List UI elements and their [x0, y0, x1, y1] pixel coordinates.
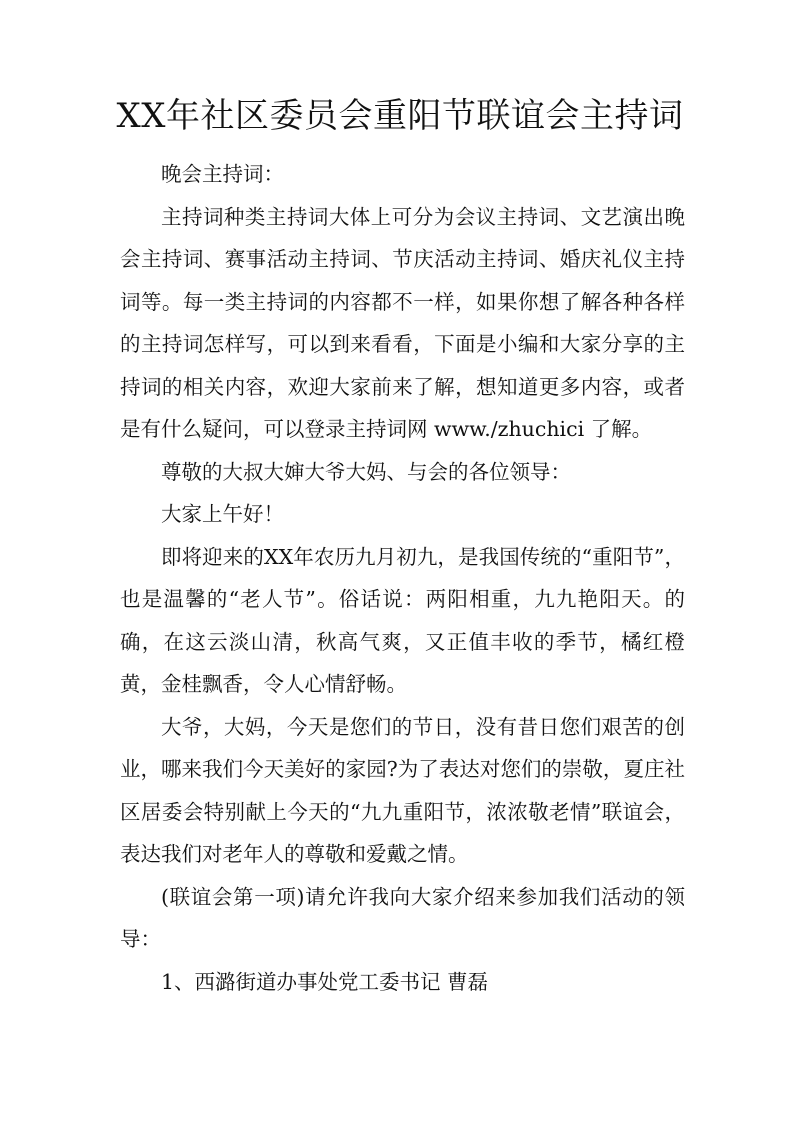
document-title: XX年社区委员会重阳节联谊会主持词	[116, 96, 684, 136]
paragraph-intro: 主持词种类主持词大体上可分为会议主持词、文艺演出晚会主持词、赛事活动主持词、节庆活动主持词、婚庆礼仪主持词等。每一类主持词的内容都不一样，如果你想了解各种各样的主持词怎样写，可以到来看看，下面是小编和大家分享的主持词的相关内容，欢迎大家前来了解，想知道更多内容，或者是有什么疑问，可以登录主持词网 www./zhuchici 了解。	[120, 204, 685, 441]
paragraph-festival: 即将迎来的XX年农历九月初九，是我国传统的“重阳节”，也是温馨的“老人节”。俗话说：两阳相重，九九艳阳天。的确，在这云淡山清，秋高气爽，又正值丰收的季节，橘红橙黄，金桂飘香，令人心情舒畅。	[120, 544, 685, 696]
paragraph-host-heading: 晚会主持词：	[161, 162, 284, 186]
paragraph-salutation: 尊敬的大叔大婶大爷大妈、与会的各位领导：	[161, 459, 571, 484]
paragraph-first-item: (联谊会第一项)请允许我向大家介绍来参加我们活动的领导：	[120, 884, 685, 951]
document-body	[120, 153, 685, 1003]
paragraph-tribute: 大爷，大妈，今天是您们的节日，没有昔日您们艰苦的创业，哪来我们今天美好的家园?为了表达对您们的崇敬，夏庄社区居委会特别献上今天的“九九重阳节，浓浓敬老情”联谊会，表达我们对老年人的尊敬和爱戴之情。	[120, 714, 685, 866]
paragraph-leader-1: 1、西潞街道办事处党工委书记 曹磊	[161, 969, 489, 994]
paragraph-greeting: 大家上午好！	[161, 502, 284, 526]
